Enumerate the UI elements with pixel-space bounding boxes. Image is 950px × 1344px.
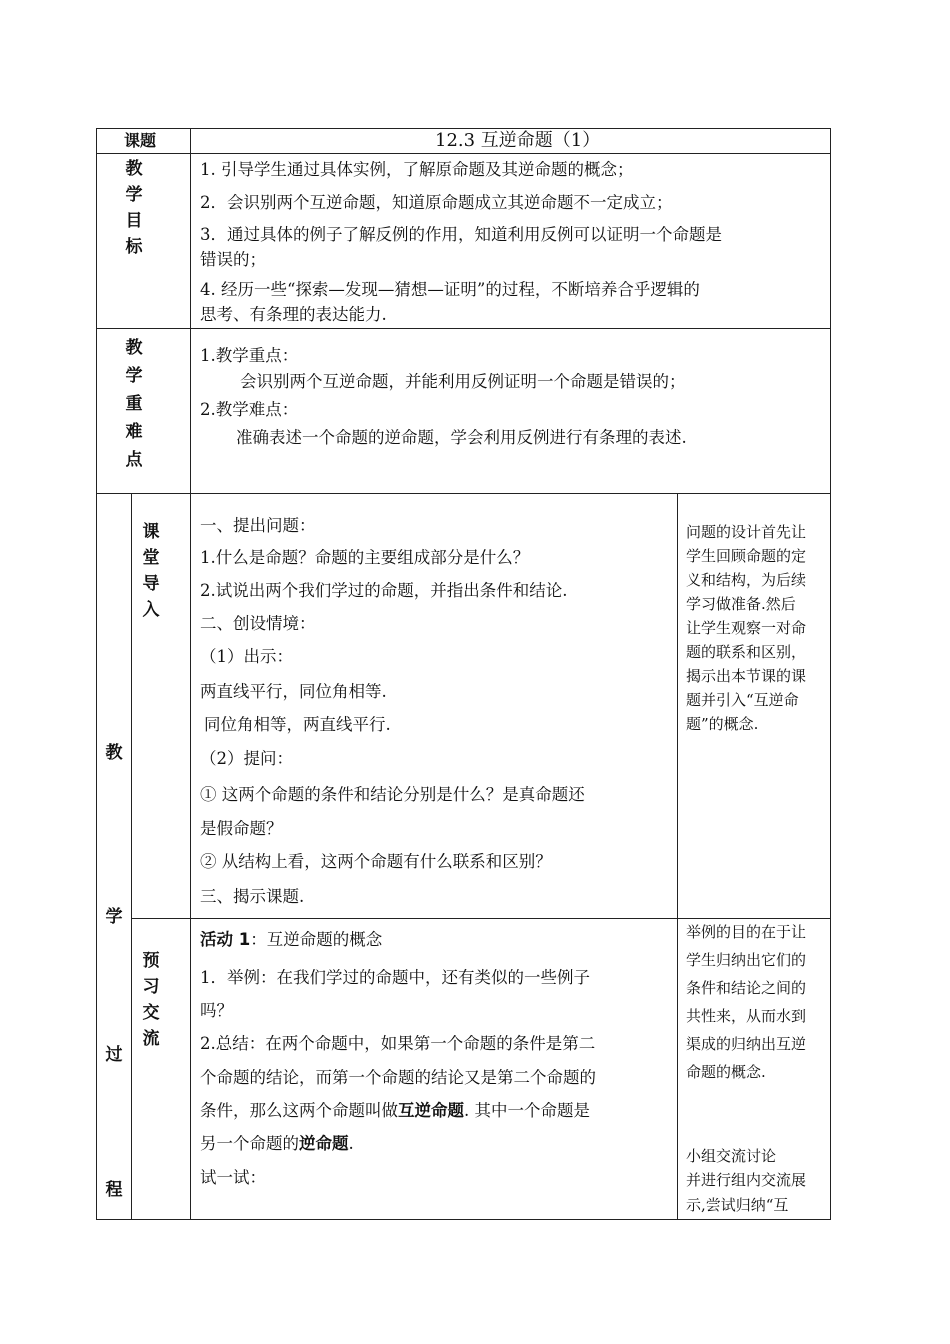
- note-line: 义和结构，为后续: [686, 571, 807, 589]
- note-line: 揭示出本节课的课: [686, 667, 807, 685]
- note-line: 问题的设计首先让: [686, 523, 807, 541]
- keypoints-label-char: 点: [125, 450, 143, 470]
- row-divider-4: [131, 918, 831, 919]
- goal-item: 4. 经历一些“探索—发现—猜想—证明”的过程，不断培养合乎逻辑的: [200, 280, 700, 299]
- note-line: 题并引入“互逆命: [686, 691, 799, 709]
- note-line: 命题的概念.: [686, 1063, 766, 1081]
- row-divider-3: [96, 493, 831, 494]
- note-line: 并进行组内交流展: [686, 1171, 807, 1189]
- term-converse: 逆命题: [299, 1134, 349, 1153]
- row-divider-1: [96, 153, 831, 154]
- process-label-char: 学: [105, 907, 123, 927]
- goals-label-char: 标: [125, 237, 143, 257]
- process-label-char: 程: [105, 1180, 123, 1200]
- intro-line: 是假命题？: [200, 819, 283, 838]
- preview-line: 1．举例：在我们学过的命题中，还有类似的一些例子: [200, 968, 590, 987]
- note-line: 小组交流讨论: [686, 1147, 777, 1165]
- note-line: 渠成的归纳出互逆: [686, 1035, 807, 1053]
- keypoint-heading: 1.教学重点：: [200, 346, 299, 365]
- table-border-right: [830, 128, 831, 1220]
- activity-title: 活动 1: [200, 930, 251, 949]
- note-line: 学生归纳出它们的: [686, 951, 807, 969]
- preview-line: [200, 1134, 354, 1154]
- process-label-char: 过: [105, 1045, 123, 1065]
- activity-subtitle: ：互逆命题的概念: [250, 930, 383, 949]
- intro-line: 两直线平行，同位角相等.: [200, 682, 387, 701]
- goals-label-char: 教: [125, 159, 143, 179]
- keypoints-label-char: 重: [125, 394, 143, 414]
- table-border-bottom: [96, 1219, 831, 1220]
- goal-item: 错误的；: [200, 250, 266, 269]
- keypoints-label-char: 学: [125, 366, 143, 386]
- intro-line: 1.什么是命题？命题的主要组成部分是什么？: [200, 548, 530, 567]
- intro-line: （1）出示：: [200, 647, 293, 666]
- preview-text: . 其中一个命题是: [464, 1101, 590, 1120]
- note-line: 题”的概念.: [686, 715, 759, 733]
- intro-label-char: 课: [142, 522, 160, 542]
- goal-item: 思考、有条理的表达能力.: [200, 305, 387, 324]
- intro-line: 三、揭示课题.: [200, 887, 305, 906]
- goal-item: 2．会识别两个互逆命题，知道原命题成立其逆命题不一定成立；: [200, 193, 673, 212]
- keypoint-text: 准确表述一个命题的逆命题，学会利用反例进行有条理的表述.: [236, 428, 687, 447]
- preview-text: 条件，那么这两个命题叫做: [200, 1101, 398, 1120]
- preview-line: 个命题的结论，而第一个命题的结论又是第二个命题的: [200, 1068, 596, 1087]
- note-line: 示,尝试归纳“互: [686, 1196, 789, 1214]
- col-divider-note: [677, 493, 678, 1220]
- intro-line: ① 这两个命题的条件和结论分别是什么？是真命题还: [200, 785, 585, 804]
- goals-label-char: 目: [125, 211, 143, 231]
- keypoints-label-char: 教: [125, 338, 143, 358]
- preview-line: [200, 1101, 590, 1121]
- intro-line: （2）提问：: [200, 749, 293, 768]
- intro-line: 二、创设情境：: [200, 614, 316, 633]
- keypoint-heading: 2.教学难点：: [200, 400, 299, 419]
- col-divider-main: [190, 128, 191, 1220]
- intro-label-char: 入: [142, 600, 160, 620]
- lesson-title: 12.3 互逆命题（1）: [435, 130, 601, 151]
- preview-line: 2.总结：在两个命题中，如果第一个命题的条件是第二: [200, 1034, 596, 1053]
- intro-label-char: 导: [142, 574, 160, 594]
- goal-item: 3．通过具体的例子了解反例的作用，知道利用反例可以证明一个命题是: [200, 225, 722, 244]
- preview-label: [137, 948, 165, 1052]
- note-line: 条件和结论之间的: [686, 979, 807, 997]
- preview-label-char: 习: [142, 977, 160, 997]
- intro-label: [137, 519, 165, 623]
- preview-label-char: 流: [142, 1029, 160, 1049]
- intro-line: ② 从结构上看，这两个命题有什么联系和区别？: [200, 852, 552, 871]
- keypoints-label-char: 难: [125, 422, 143, 442]
- keypoints-label: [120, 334, 148, 474]
- row-divider-2: [96, 328, 831, 329]
- goal-item: 1. 引导学生通过具体实例，了解原命题及其逆命题的概念；: [200, 160, 634, 179]
- note-line: 举例的目的在于让: [686, 923, 807, 941]
- activity-heading: [200, 930, 382, 950]
- table-border-left: [96, 128, 97, 1220]
- intro-line: 一、提出问题：: [200, 516, 316, 535]
- note-line: 题的联系和区别，: [686, 643, 807, 661]
- preview-line: 试一试：: [200, 1168, 266, 1187]
- preview-line: 吗？: [200, 1001, 233, 1020]
- col-divider-sub: [131, 493, 132, 1220]
- intro-line: 2.试说出两个我们学过的命题，并指出条件和结论.: [200, 581, 568, 600]
- table-border-top: [96, 128, 831, 129]
- preview-label-char: 预: [142, 951, 160, 971]
- process-label-char: 教: [105, 743, 123, 763]
- preview-text: 另一个命题的: [200, 1134, 299, 1153]
- note-line: 让学生观察一对命: [686, 619, 807, 637]
- note-line: 学生回顾命题的定: [686, 547, 807, 565]
- intro-line: 同位角相等，两直线平行.: [204, 715, 391, 734]
- keypoint-text: 会识别两个互逆命题，并能利用反例证明一个命题是错误的；: [240, 372, 686, 391]
- goals-label: [120, 156, 148, 260]
- note-line: 共性来，从而水到: [686, 1007, 807, 1025]
- term-mutual-converse: 互逆命题: [398, 1101, 464, 1120]
- intro-label-char: 堂: [142, 548, 160, 568]
- preview-label-char: 交: [142, 1003, 160, 1023]
- preview-text: .: [348, 1134, 354, 1153]
- subject-label: 课题: [124, 131, 157, 150]
- goals-label-char: 学: [125, 185, 143, 205]
- note-line: 学习做准备.然后: [686, 595, 796, 613]
